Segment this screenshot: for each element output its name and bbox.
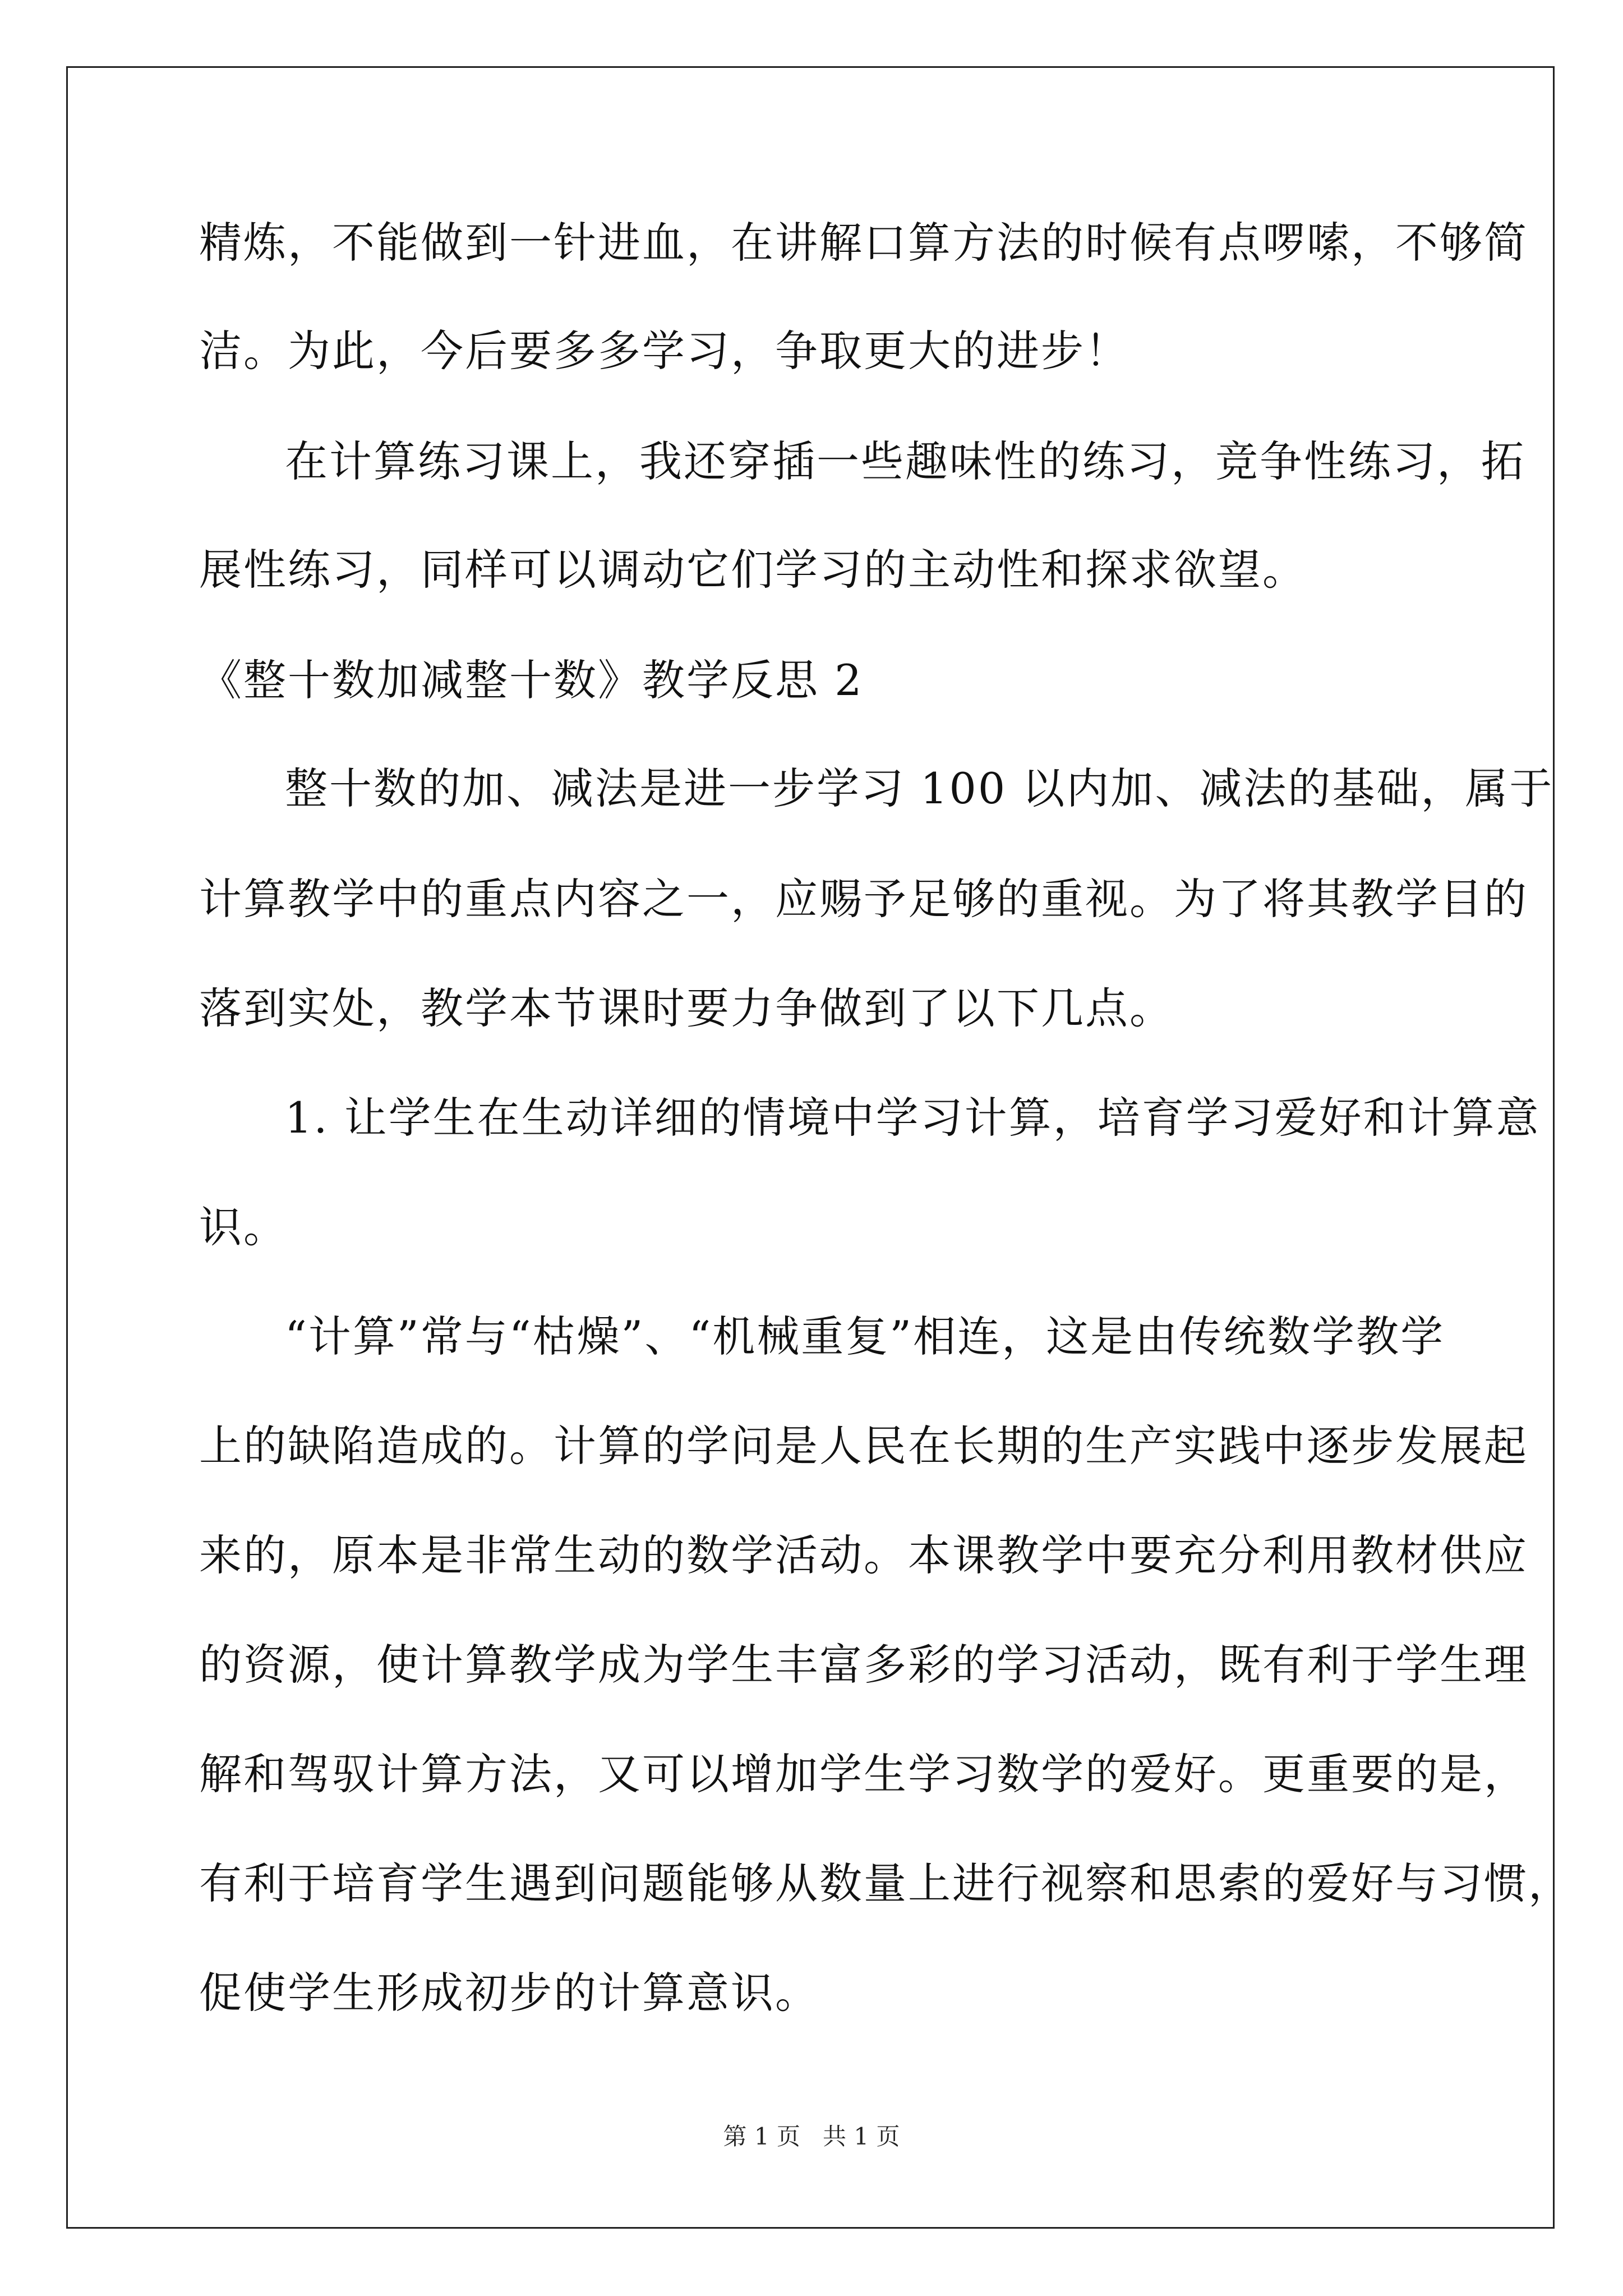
paragraph-line: 促使学生形成初步的计算意识。 xyxy=(199,1968,819,2018)
paragraph-line: 精炼，不能做到一针进血，在讲解口算方法的时候有点啰嗦，不够简 xyxy=(199,218,1528,268)
paragraph-line: 有利于培育学生遇到问题能够从数量上进行视察和思索的爱好与习惯， xyxy=(199,1858,1573,1908)
paragraph-line: 上的缺陷造成的。计算的学问是人民在长期的生产实践中逐步发展起 xyxy=(199,1421,1528,1471)
paragraph-line: 落到实处，教学本节课时要力争做到了以下几点。 xyxy=(199,983,1174,1033)
paragraph-line: 解和驾驭计算方法，又可以增加学生学习数学的爱好。更重要的是， xyxy=(199,1749,1528,1799)
paragraph-line: “计算”常与“枯燥”、“机械重复”相连，这是由传统数学教学 xyxy=(285,1312,1445,1361)
list-item-line: 1. 让学生在生动详细的情境中学习计算，培育学习爱好和计算意 xyxy=(285,1093,1541,1143)
page-footer: 第 1 页 共 1 页 xyxy=(723,2123,900,2150)
paragraph-line: 整十数的加、减法是进一步学习 100 以内加、减法的基础，属于 xyxy=(285,763,1554,813)
paragraph-line: 的资源，使计算教学成为学生丰富多彩的学习活动，既有利于学生理 xyxy=(199,1640,1528,1690)
paragraph-line: 计算教学中的重点内容之一，应赐予足够的重视。为了将其教学目的 xyxy=(199,874,1528,924)
section-heading: 《整十数加减整十数》教学反思 2 xyxy=(199,655,864,705)
paragraph-line: 洁。为此，今后要多多学习，争取更大的进步！ xyxy=(199,326,1129,376)
list-item-line: 识。 xyxy=(199,1202,288,1252)
paragraph-line: 来的，原本是非常生动的数学活动。本课教学中要充分利用教材供应 xyxy=(199,1530,1528,1580)
paragraph-line: 在计算练习课上，我还穿插一些趣味性的练习，竞争性练习，拓 xyxy=(285,436,1525,486)
paragraph-line: 展性练习，同样可以调动它们学习的主动性和探求欲望。 xyxy=(199,545,1307,595)
